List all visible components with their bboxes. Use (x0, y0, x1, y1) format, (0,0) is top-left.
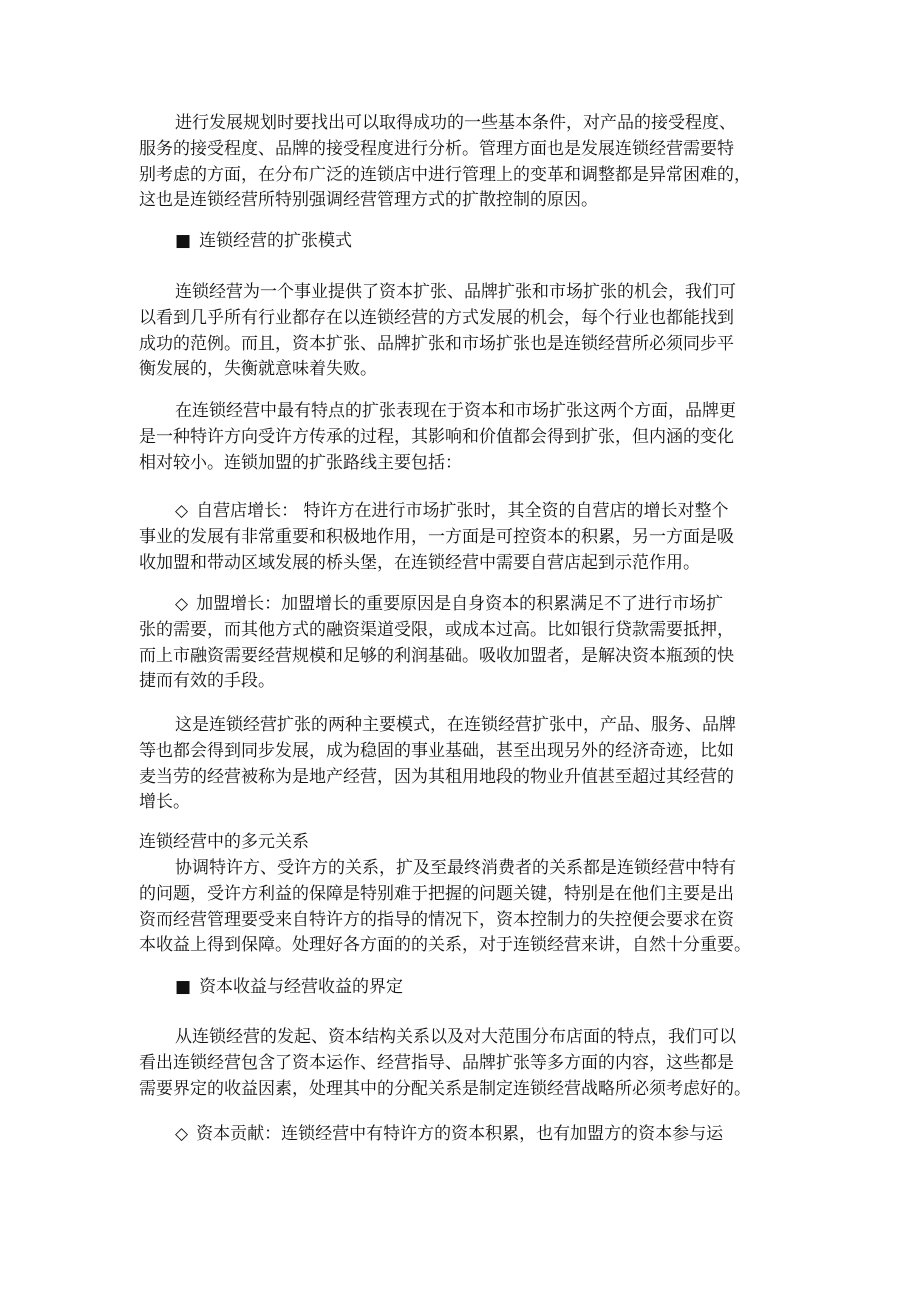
text-line (139, 1077, 811, 1103)
square-bullet-icon: ■ (175, 977, 192, 997)
diamond-bullet-icon: ◇ (175, 594, 189, 614)
text-line (139, 669, 811, 695)
paragraph (139, 856, 811, 959)
text-line (139, 163, 811, 189)
line-text: 是一种特许方向受许方传承的过程，其影响和价值都会得到扩张，但内涵的变化 (139, 426, 734, 447)
text-line (139, 399, 811, 425)
line-text: 服务的接受程度、品牌的接受程度进行分析。管理方面也是发展连锁经营需要特 (139, 138, 734, 159)
line-text: 捷而有效的手段。 (139, 671, 275, 692)
text-line (139, 856, 811, 882)
line-text: 事业的发展有非常重要和积极地作用，一方面是可控资本的积累，另一方面是吸 (139, 526, 734, 547)
line-text: 看出连锁经营包含了资本运作、经营指导、品牌扩张等多方面的内容，这些都是 (139, 1052, 734, 1073)
paragraph (139, 111, 811, 214)
paragraph (139, 280, 811, 383)
text-line (139, 451, 811, 477)
text-line (139, 280, 811, 306)
text-line (139, 790, 811, 816)
diamond-bullet-icon: ◇ (175, 501, 189, 521)
diamond-bullet-icon: ◇ (175, 1124, 189, 1144)
section-title (139, 830, 811, 856)
line-text: 资本贡献：连锁经营中有特许方的资本积累，也有加盟方的资本参与运 (196, 1124, 724, 1144)
text-line (139, 188, 811, 214)
text-line (139, 933, 811, 959)
text-line (139, 137, 811, 163)
text-line (139, 111, 811, 137)
line-text: 连锁经营为一个事业提供了资本扩张、品牌扩张和市场扩张的机会，我们可 (175, 282, 736, 302)
text-line (139, 425, 811, 451)
text-line (139, 882, 811, 908)
line-text: 从连锁经营的发起、资本结构关系以及对大范围分布店面的特点，我们可以 (175, 1027, 736, 1047)
bullet-paragraph (139, 1122, 811, 1148)
text-line (139, 592, 811, 618)
bullet-paragraph (139, 592, 811, 695)
line-text: 协调特许方、受许方的关系，扩及至最终消费者的关系都是连锁经营中特有 (175, 858, 736, 878)
line-text: 成功的范例。而且，资本扩张、品牌扩张和市场扩张也是连锁经营所必须同步平 (139, 333, 734, 354)
line-text: 麦当劳的经营被称为是地产经营，因为其租用地段的物业升值甚至超过其经营的 (139, 766, 734, 787)
text-line (139, 644, 811, 670)
line-text: 连锁经营的扩张模式 (199, 231, 353, 251)
line-text: 的问题，受许方利益的保障是特别难于把握的问题关键，特别是在他们主要是出 (139, 883, 734, 904)
text-line (139, 739, 811, 765)
line-text: 而上市融资需要经营规模和足够的利润基础。吸收加盟者，是解决资本瓶颈的快 (139, 645, 734, 666)
line-text: 衡发展的，失衡就意味着失败。 (139, 359, 377, 380)
text-line (139, 551, 811, 577)
line-text: 连锁经营中的多元关系 (139, 832, 309, 852)
paragraph (139, 399, 811, 476)
text-line (139, 1122, 811, 1148)
text-line (139, 713, 811, 739)
paragraph (139, 713, 811, 816)
line-text: 等也都会得到同步发展，成为稳固的事业基础，甚至出现另外的经济奇迹，比如 (139, 740, 734, 761)
line-text: 这是连锁经营扩张的两种主要模式，在连锁经营扩张中，产品、服务、品牌 (175, 715, 736, 735)
line-text: 自营店增长： 特许方在进行市场扩张时，其全资的自营店的增长对整个 (196, 501, 729, 521)
section-heading (139, 229, 811, 255)
text-line (139, 357, 811, 383)
line-text: 加盟增长：加盟增长的重要原因是自身资本的积累满足不了进行市场扩 (196, 594, 724, 614)
section-heading (139, 975, 811, 1001)
line-text: 进行发展规划时要找出可以取得成功的一些基本条件，对产品的接受程度、 (175, 113, 736, 133)
line-text: 需要界定的收益因素，处理其中的分配关系是制定连锁经营战略所必须考虑好的。 (139, 1078, 751, 1099)
line-text: 以看到几乎所有行业都存在以连锁经营的方式发展的机会，每个行业也都能找到 (139, 307, 734, 328)
line-text: 增长。 (139, 792, 190, 813)
line-text: 本收益上得到保障。处理好各方面的的关系，对于连锁经营来讲，自然十分重要。 (139, 935, 751, 956)
text-line (139, 332, 811, 358)
text-line (139, 229, 811, 255)
line-text: 张的需要，而其他方式的融资渠道受限，或成本过高。比如银行贷款需要抵押， (139, 619, 734, 640)
text-line (139, 975, 811, 1001)
line-text: 这也是连锁经营所特别强调经营管理方式的扩散控制的原因。 (139, 190, 598, 211)
paragraph (139, 1025, 811, 1102)
line-text: 别考虑的方面，在分布广泛的连锁店中进行管理上的变革和调整都是异常困难的， (139, 164, 751, 185)
text-line (139, 1051, 811, 1077)
text-line (139, 525, 811, 551)
line-text: 收加盟和带动区域发展的桥头堡，在连锁经营中需要自营店起到示范作用。 (139, 552, 700, 573)
bullet-paragraph (139, 499, 811, 576)
line-text: 相对较小。连锁加盟的扩张路线主要包括： (139, 452, 462, 473)
line-text: 资而经营管理要受来自特许方的指导的情况下，资本控制力的失控便会要求在资 (139, 909, 734, 930)
line-text: 在连锁经营中最有特点的扩张表现在于资本和市场扩张这两个方面，品牌更 (175, 401, 736, 421)
line-text: 资本收益与经营收益的界定 (199, 977, 404, 997)
square-bullet-icon: ■ (175, 231, 192, 251)
text-line (139, 499, 811, 525)
text-line (139, 830, 811, 856)
text-line (139, 765, 811, 791)
text-line (139, 618, 811, 644)
text-line (139, 306, 811, 332)
text-line (139, 1025, 811, 1051)
text-line (139, 908, 811, 934)
